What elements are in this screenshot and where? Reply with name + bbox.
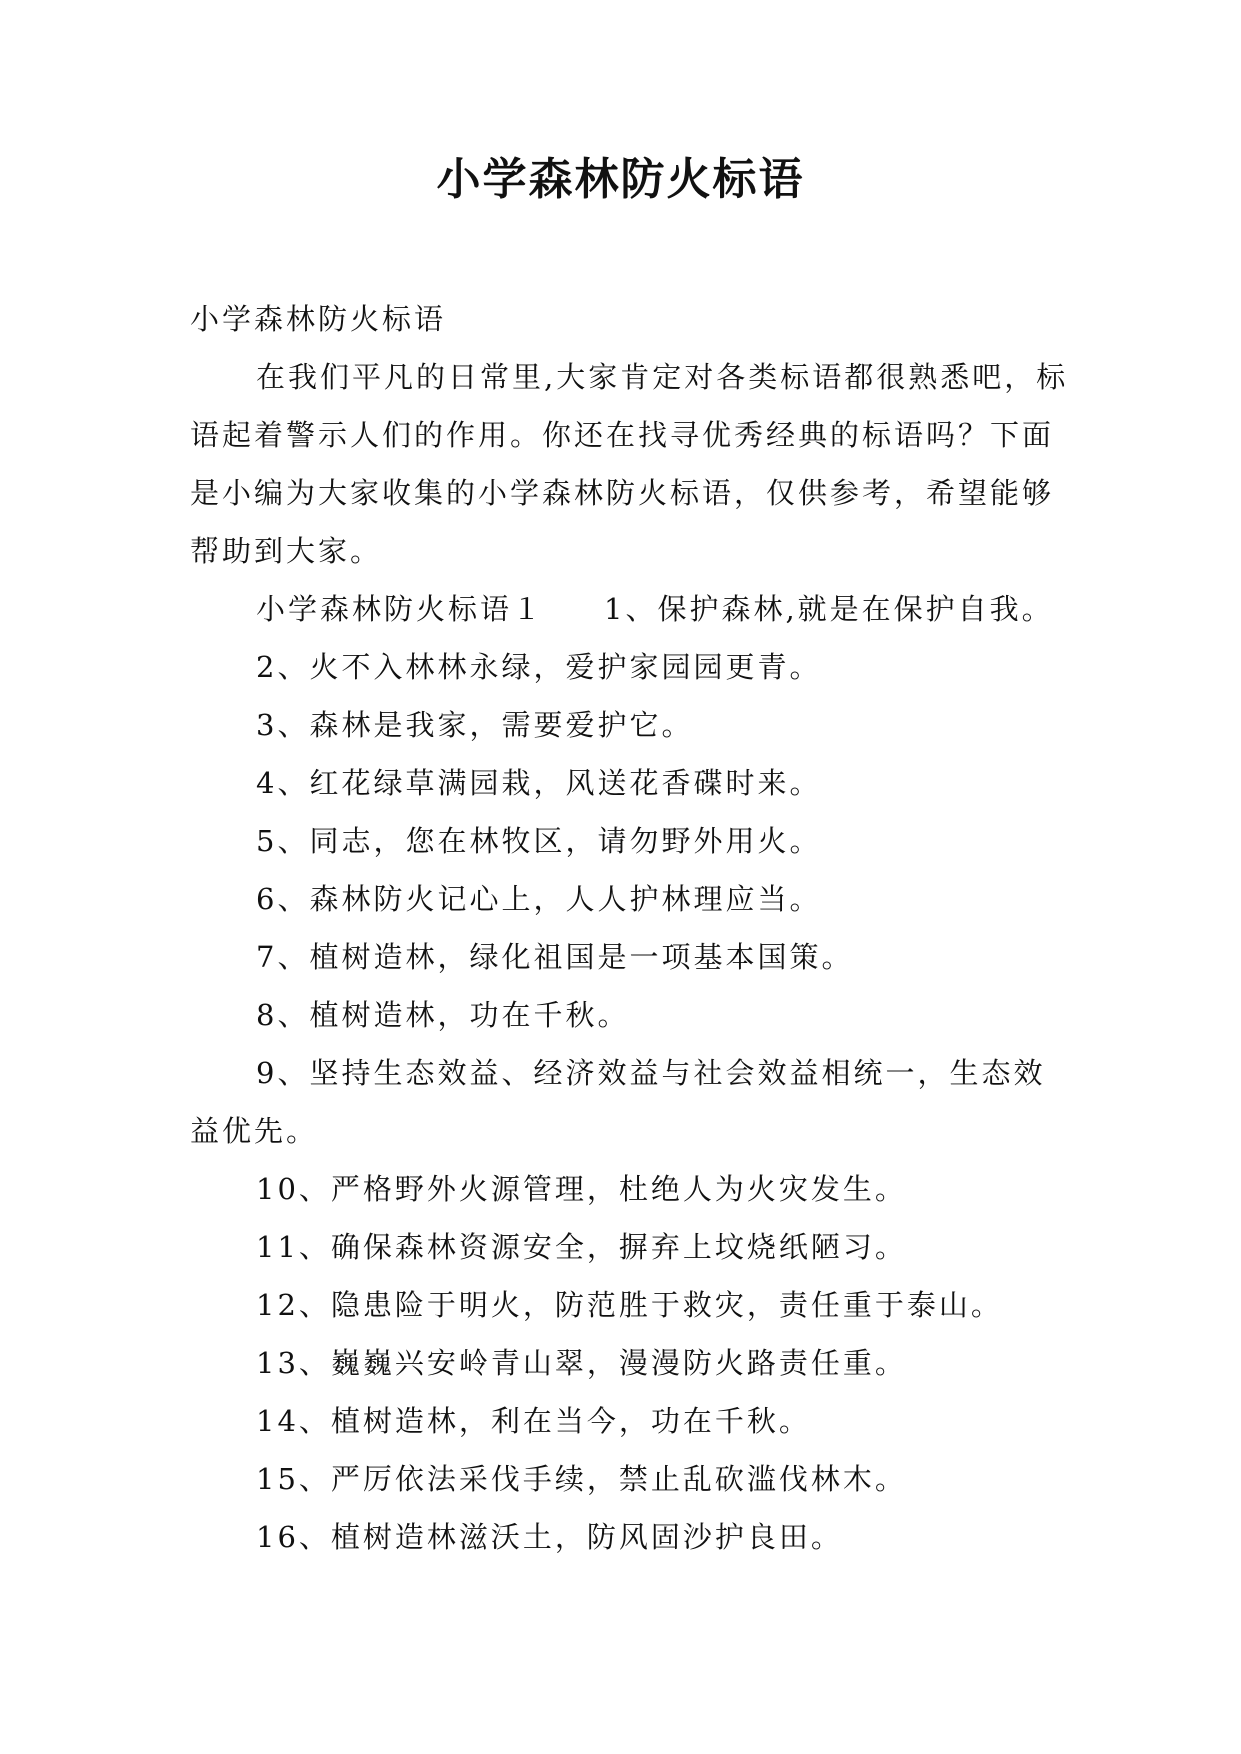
- slogan-item: 15、严厉依法采伐手续，禁止乱砍滥伐林木。: [256, 1462, 907, 1496]
- slogan-item: 2、火不入林林永绿，爱护家园园更青。: [256, 650, 822, 684]
- slogan-item: 11、确保森林资源安全，摒弃上坟烧纸陋习。: [256, 1230, 907, 1264]
- slogan-item: 12、隐患险于明火，防范胜于救灾，责任重于泰山。: [256, 1288, 1003, 1322]
- subtitle: 小学森林防火标语: [190, 302, 447, 336]
- slogan-item: 6、森林防火记心上，人人护林理应当。: [256, 882, 822, 916]
- slogan-item: 3、森林是我家，需要爱护它。: [256, 708, 694, 742]
- intro-paragraph: 在我们平凡的日常里,大家肯定对各类标语都很熟悉吧，标语起着警示人们的作用。你还在找寻优秀经典的标语吗？下面是小编为大家收集的小学森林防火标语，仅供参考，希望能够帮助到大家。: [190, 360, 1069, 568]
- slogan-item: 9、坚持生态效益、经济效益与社会效益相统一，生态效益优先。: [190, 1056, 1046, 1148]
- slogan-item: 5、同志，您在林牧区，请勿野外用火。: [256, 824, 822, 858]
- slogan-item: 8、植树造林，功在千秋。: [256, 998, 630, 1032]
- slogan-item: 14、植树造林，利在当今，功在千秋。: [256, 1404, 811, 1438]
- slogan-item: 4、红花绿草满园栽，风送花香碟时来。: [256, 766, 822, 800]
- document-title: 小学森林防火标语: [436, 154, 805, 205]
- document-body: [190, 290, 1070, 1566]
- slogan-item: 1、保护森林,就是在保护自我。: [604, 592, 1054, 626]
- slogan-item: 16、植树造林滋沃土，防风固沙护良田。: [256, 1520, 843, 1554]
- slogan-item: 10、严格野外火源管理，杜绝人为火灾发生。: [256, 1172, 907, 1206]
- slogan-item: 13、巍巍兴安岭青山翠，漫漫防火路责任重。: [256, 1346, 907, 1380]
- section-heading: 小学森林防火标语１: [256, 592, 545, 626]
- slogan-item: 7、植树造林，绿化祖国是一项基本国策。: [256, 940, 854, 974]
- section-heading-line: [190, 580, 1070, 638]
